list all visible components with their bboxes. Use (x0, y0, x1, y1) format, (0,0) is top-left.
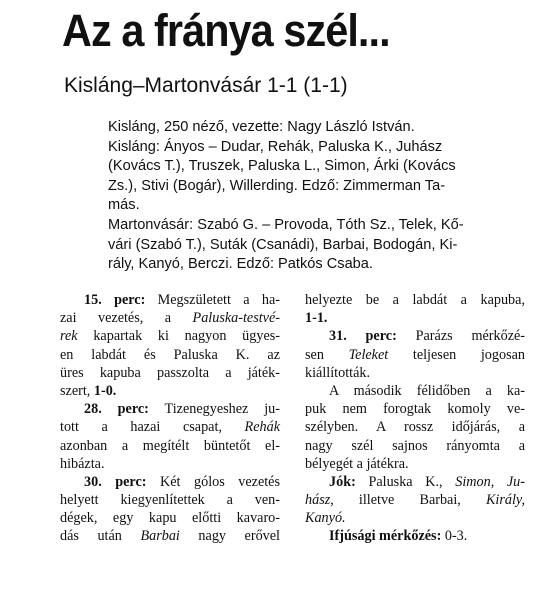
youth-label: Ifjúsági mérkőzés: (329, 528, 442, 545)
info-line: Zs.), Stivi (Bogár), Willerding. Edző: Zimmerman Ta- (108, 177, 446, 194)
text-run: tott a hazai csapat, (60, 419, 245, 436)
score: 1-1. (305, 310, 328, 327)
text-run: sen (305, 346, 349, 363)
text-run: Teleket (348, 346, 389, 363)
text-line: kiállították. (305, 364, 371, 381)
text-run: rek (60, 328, 78, 345)
text-run: Simon, Ju- (455, 473, 525, 490)
text-run: Paluska K., (355, 473, 456, 490)
text-line: üres kapuba passzolta a játék- (60, 364, 280, 381)
score: 1-0. (93, 382, 117, 399)
text-line: bélyegét a játékra. (305, 455, 409, 472)
text-run: Paluska-testvé- (192, 310, 280, 327)
text-line (60, 527, 280, 545)
minute-label: 31. perc: (329, 328, 397, 345)
youth-score: 0-3. (441, 528, 468, 545)
text-run: Parázs mérkőzé- (415, 328, 526, 345)
info-line: vári (Szabó T.), Suták (Csanádi), Barbai, Bodogán, Ki- (108, 236, 458, 253)
text-line (60, 473, 280, 491)
text-line: helyezte be a labdát a kapuba, (305, 292, 525, 308)
minute-label: 15. perc: (84, 292, 146, 308)
text-line: dégek, egy kapu előtti kavaro- (60, 510, 280, 527)
text-line: nagy szél sajnos rányomta a (305, 437, 525, 454)
text-line: A második félidőben a ka- (329, 382, 525, 399)
text-run: Kanyó. (305, 510, 346, 527)
text-run: illetve Barbai, (333, 492, 486, 509)
info-line: rály, Kanyó, Berczi. Edző: Patkós Csaba. (108, 256, 373, 273)
text-line (60, 418, 280, 436)
info-line: Kisláng: Ányos – Dudar, Rehák, Paluska K., Juhász (108, 138, 443, 155)
text-line (60, 400, 280, 418)
article-right-column (305, 291, 525, 546)
text-run: Tizenegyeshez ju- (164, 401, 280, 418)
text-run: Megszületett a ha- (157, 292, 280, 308)
info-line: (Kovács T.), Truszek, Paluska L., Simon, Árki (Kovács (108, 158, 456, 175)
text-run: Rehák (244, 419, 280, 436)
article-left-column (60, 291, 280, 546)
text-run: teljesen jogosan (388, 346, 525, 363)
text-run: Király, (485, 492, 525, 509)
text-line (60, 291, 280, 309)
text-run: zai vezetés, a (60, 310, 193, 327)
info-line: Kisláng, 250 néző, vezette: Nagy László István. (108, 119, 415, 135)
text-line (305, 527, 525, 545)
minute-label: 30. perc: (84, 473, 147, 490)
text-line (60, 309, 280, 327)
info-line: más. (108, 197, 140, 214)
text-line (305, 473, 525, 491)
text-line (305, 509, 525, 527)
info-line: Martonvásár: Szabó G. – Provoda, Tóth Sz., Telek, Kő- (108, 216, 464, 233)
text-line: szélyben. A rossz időjárás, a (305, 419, 525, 436)
text-run: Barbai (140, 528, 180, 545)
minute-label: 28. perc: (84, 401, 149, 418)
text-line: hibázta. (60, 455, 105, 472)
text-line: azonban a megítélt büntetőt el- (60, 437, 280, 454)
text-run: dás után (60, 528, 141, 545)
text-run: kapartak ki nagyon ügyes- (77, 328, 280, 345)
text-line (60, 327, 280, 345)
match-info-box (108, 118, 464, 275)
text-line: puk nem forogtak komoly ve- (305, 401, 525, 418)
text-run: Két gólos vezetés (160, 473, 281, 490)
text-line: en labdát és Paluska K. az (60, 346, 280, 363)
text-run: nagy erővel (179, 528, 281, 545)
text-line: helyett kiegyenlítettek a ven- (60, 492, 280, 509)
match-result-subhead: Kisláng–Martonvásár 1-1 (1-1) (64, 74, 348, 97)
text-line (305, 327, 525, 345)
headline: Az a fránya szél... (62, 5, 390, 56)
text-line (305, 346, 525, 364)
text-run: szert, (60, 382, 94, 399)
text-line (305, 491, 525, 509)
text-line (60, 382, 280, 400)
text-run: hász, (305, 492, 334, 509)
jok-label: Jók: (329, 473, 356, 490)
